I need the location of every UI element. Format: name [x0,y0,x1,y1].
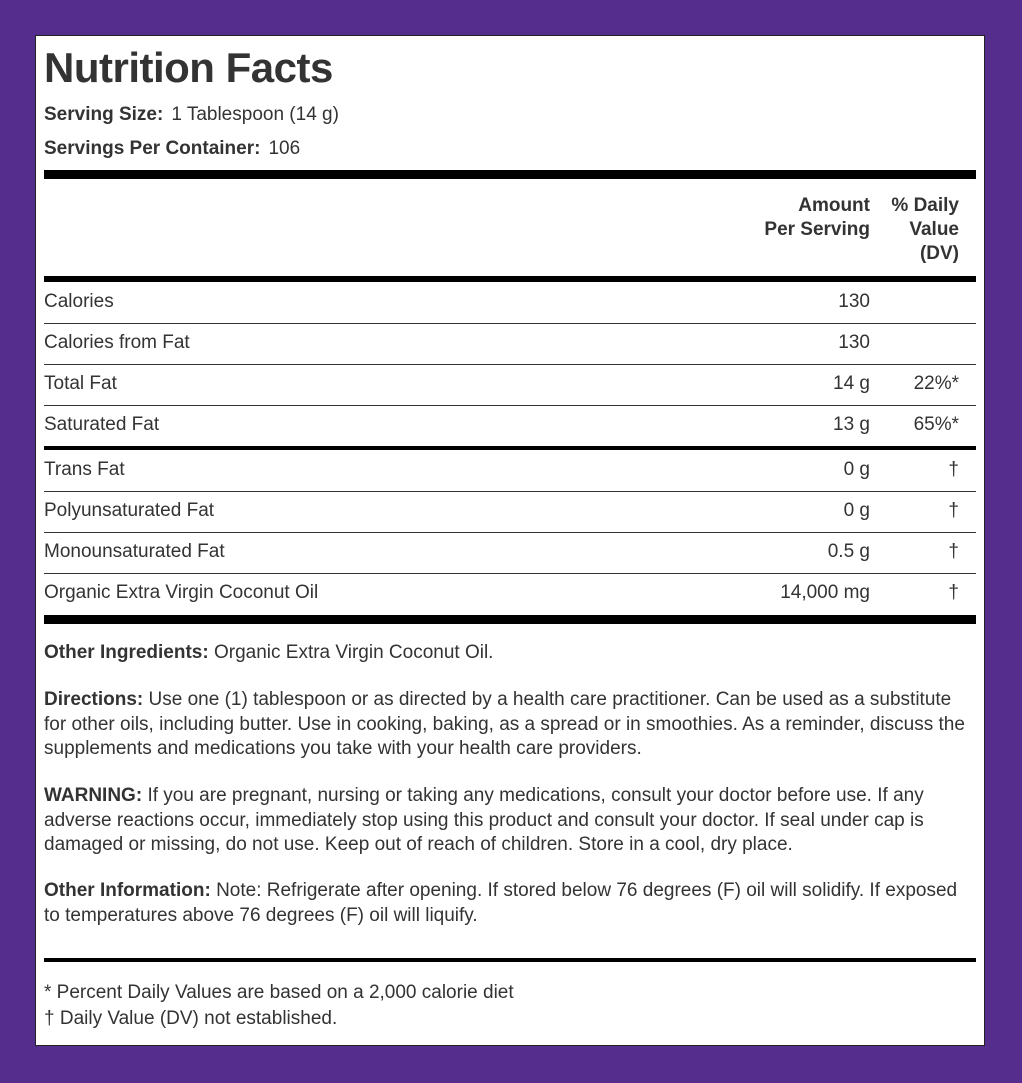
serving-size-label: Serving Size: [44,104,164,125]
other-ingredients-label: Other Ingredients: [44,642,209,663]
warning [44,784,976,858]
row-amount: 130 [838,291,870,312]
top-thick-divider [44,170,976,179]
directions [44,688,976,762]
other-ingredients [44,641,976,666]
amount-per-serving-header [764,194,870,242]
dv-header-line3: (DV) [919,243,959,264]
row-label: Organic Extra Virgin Coconut Oil [44,582,319,603]
servings-per-container-label: Servings Per Container: [44,138,261,159]
row-amount: 0.5 g [827,541,870,562]
row-amount: 130 [838,332,870,353]
table-row [44,283,976,323]
row-daily-value: † [948,500,959,521]
table-bottom-divider [44,615,976,624]
table-row [44,533,976,573]
footnote-dagger: † Daily Value (DV) not established. [44,1008,338,1029]
other-information-label: Other Information: [44,880,211,901]
table-row [44,365,976,405]
row-daily-value: 65%* [913,414,959,435]
warning-label: WARNING: [44,785,143,806]
row-label: Total Fat [44,373,117,394]
header-divider [44,276,976,282]
footnote-divider [44,958,976,962]
table-row [44,451,976,491]
row-amount: 14 g [833,373,870,394]
servings-per-container-value: 106 [268,138,301,159]
row-daily-value: † [948,459,959,480]
warning-text: If you are pregnant, nursing or taking any medications, consult your doctor before use. If any adverse reactions occur, immediately stop using this product and consult your doctor. If seal under cap is damaged or missing, do not use. Keep out of reach of children. Store in a cool, dry place. [44,785,924,855]
daily-value-header [891,194,959,266]
row-daily-value: † [948,582,959,603]
other-information-text: Note: Refrigerate after opening. If stored below 76 degrees (F) oil will solidify. If exposed to temperatures above 76 degrees (F) oil will liquify. [44,880,958,926]
row-amount: 0 g [843,459,870,480]
amount-header-line2: Per Serving [764,219,870,240]
amount-header-line1: Amount [798,195,870,216]
table-row [44,574,976,614]
table-row [44,492,976,532]
page-title: Nutrition Facts [44,44,333,91]
row-label: Saturated Fat [44,414,160,435]
directions-text: Use one (1) tablespoon or as directed by a health care practitioner. Can be used as a substitute for other oils, including butter. Use in cooking, baking, as a spread or in smoothies. As a reminder, discuss the supplements and medications you take with your health care providers. [44,689,965,759]
directions-label: Directions: [44,689,144,710]
row-label: Polyunsaturated Fat [44,500,215,521]
footnote-percent-dv: * Percent Daily Values are based on a 2,000 calorie diet [44,982,514,1003]
table-row [44,324,976,364]
nutrition-facts-panel [35,35,985,1046]
dv-header-line1: % Daily [891,195,959,216]
row-label: Trans Fat [44,459,125,480]
servings-per-container [44,138,300,160]
row-label: Monounsaturated Fat [44,541,225,562]
serving-size [44,104,339,126]
row-label: Calories [44,291,114,312]
row-amount: 13 g [833,414,870,435]
row-label: Calories from Fat [44,332,190,353]
table-row [44,406,976,446]
serving-size-value: 1 Tablespoon (14 g) [171,104,339,125]
row-daily-value: † [948,541,959,562]
dv-header-line2: Value [909,219,959,240]
row-amount: 0 g [843,500,870,521]
row-amount: 14,000 mg [780,582,870,603]
other-ingredients-text: Organic Extra Virgin Coconut Oil. [213,642,494,663]
row-daily-value: 22%* [913,373,959,394]
other-information [44,879,976,928]
medium-divider [44,446,976,450]
